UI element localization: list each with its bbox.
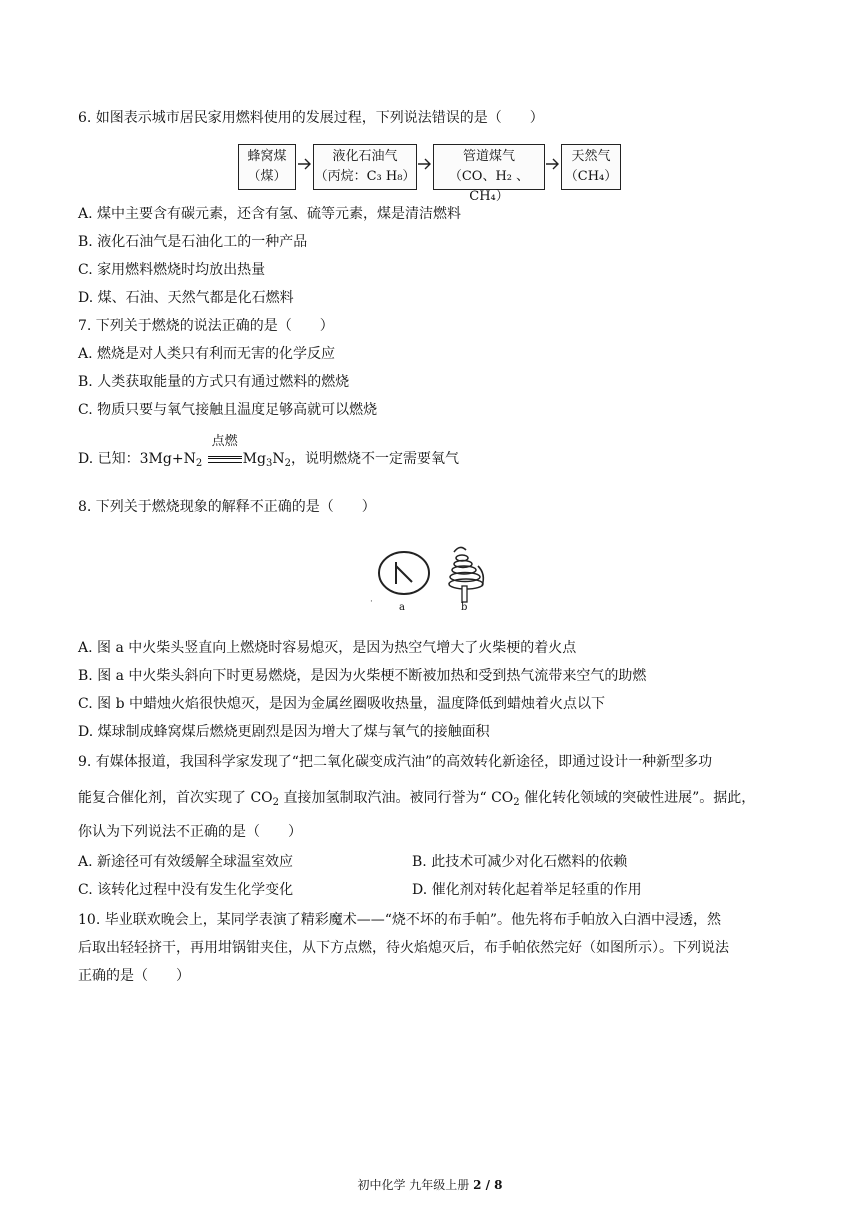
q9-co2-subscript-2: 2 — [513, 797, 520, 808]
q10-line-1: 10. 毕业联欢晚会上，某同学表演了精彩魔术——“烧不坏的布手帕”。他先将布手帕放入白酒中浸透，然 — [78, 912, 722, 928]
flow-box-2-formula: （丙烷：C₃ H₈） — [314, 169, 416, 184]
q7-option-a: A. 燃烧是对人类只有利而无害的化学反应 — [78, 346, 336, 362]
reaction-condition: 点燃 — [211, 434, 238, 449]
flow-box-3 — [433, 144, 545, 204]
equation-product-mid: N — [272, 451, 285, 467]
q6-option-b: B. 液化石油气是石油化工的一种产品 — [78, 234, 308, 250]
equation-product-subscript-1: 3 — [265, 458, 273, 469]
match-candle-figure — [366, 540, 496, 618]
q9-line-2-part-b: 直接加氢制取汽油。被同行誉为“ CO — [279, 790, 514, 806]
flow-box-1-formula: （煤） — [247, 169, 287, 184]
q9-option-c: C. 该转化过程中没有发生化学变化 — [78, 882, 294, 898]
q7-option-d-suffix: ，说明燃烧不一定需要氧气 — [290, 451, 459, 467]
q9-option-d: D. 催化剂对转化起着举足轻重的作用 — [412, 882, 642, 898]
figure-label-b: b — [461, 602, 468, 613]
svg-text:·: · — [370, 597, 373, 607]
q9-line-2 — [78, 788, 755, 808]
equation-reactants: 3Mg+N — [139, 451, 196, 467]
flow-box-4-formula: （CH₄） — [564, 169, 618, 184]
fuel-flow-diagram — [238, 140, 622, 204]
equation-product: Mg — [242, 451, 266, 467]
flow-box-1 — [238, 144, 296, 190]
q9-line-1: 9. 有媒体报道，我国科学家发现了“把二氧化碳变成汽油”的高效转化新途径，即通过设计一种新型多功 — [78, 754, 713, 770]
page-footer — [0, 1176, 860, 1193]
combustion-figure-image — [366, 540, 496, 618]
q9-co2-subscript-1: 2 — [272, 797, 280, 808]
q7-stem: 7. 下列关于燃烧的说法正确的是（ ） — [78, 318, 334, 334]
flow-box-3-formula: （CO、H₂ 、CH₄） — [448, 169, 530, 204]
figure-label-a: a — [399, 602, 405, 613]
flow-box-4-name: 天然气 — [571, 149, 611, 164]
q10-line-3: 正确的是（ ） — [78, 968, 190, 984]
q9-line-3: 你认为下列说法不正确的是（ ） — [78, 824, 302, 840]
flow-box-4 — [561, 144, 621, 190]
arrow-right-icon — [298, 154, 312, 174]
q9-option-a: A. 新途径可有效缓解全球温室效应 — [78, 854, 294, 870]
page-number: 2 / 8 — [473, 1178, 503, 1192]
q6-option-d: D. 煤、石油、天然气都是化石燃料 — [78, 290, 294, 306]
q6-stem: 6. 如图表示城市居民家用燃料使用的发展过程，下列说法错误的是（ ） — [78, 110, 544, 126]
equation-product-subscript-2: 2 — [284, 458, 291, 469]
q10-line-2: 后取出轻轻挤干，再用坩锅钳夹住，从下方点燃，待火焰熄灭后，布手帕依然完好（如图所示）。下列说法 — [78, 940, 729, 956]
footer-text: 初中化学 九年级上册 — [357, 1178, 474, 1192]
arrow-right-icon — [546, 154, 560, 174]
q8-stem: 8. 下列关于燃烧现象的解释不正确的是（ ） — [78, 499, 376, 515]
q8-option-a: A. 图 a 中火柴头竖直向上燃烧时容易熄灭，是因为热空气增大了火柴梗的着火点 — [78, 640, 577, 656]
q7-option-c: C. 物质只要与氧气接触且温度足够高就可以燃烧 — [78, 402, 378, 418]
flow-box-2-name: 液化石油气 — [332, 149, 398, 164]
reaction-arrow — [207, 434, 243, 469]
q6-option-c: C. 家用燃料燃烧时均放出热量 — [78, 262, 266, 278]
q9-line-2-part-c: 催化转化领域的突破性进展”。据此， — [519, 790, 756, 806]
equation-reactant-subscript: 2 — [195, 458, 203, 469]
q7-option-b: B. 人类获取能量的方式只有通过燃料的燃烧 — [78, 374, 350, 390]
arrow-right-icon — [418, 154, 432, 174]
q8-option-d: D. 煤球制成蜂窝煤后燃烧更剧烈是因为增大了煤与氧气的接触面积 — [78, 724, 490, 740]
flow-box-1-name: 蜂窝煤 — [247, 149, 287, 164]
q9-option-b: B. 此技术可减少对化石燃料的依赖 — [412, 854, 628, 870]
flow-box-2 — [313, 144, 417, 190]
flow-box-3-name: 管道煤气 — [462, 149, 515, 164]
q9-line-2-part-a: 能复合催化剂，首次实现了 CO — [78, 790, 273, 806]
q7-option-d — [78, 434, 459, 469]
q6-option-a: A. 煤中主要含有碳元素，还含有氢、硫等元素，煤是清洁燃料 — [78, 206, 462, 222]
q8-option-c: C. 图 b 中蜡烛火焰很快熄灭，是因为金属丝圈吸收热量，温度降低到蜡烛着火点以下 — [78, 696, 605, 712]
q7-option-d-prefix: D. 已知： — [78, 451, 140, 467]
q8-option-b: B. 图 a 中火柴头斜向下时更易燃烧，是因为火柴梗不断被加热和受到热气流带来空气的助燃 — [78, 668, 647, 684]
